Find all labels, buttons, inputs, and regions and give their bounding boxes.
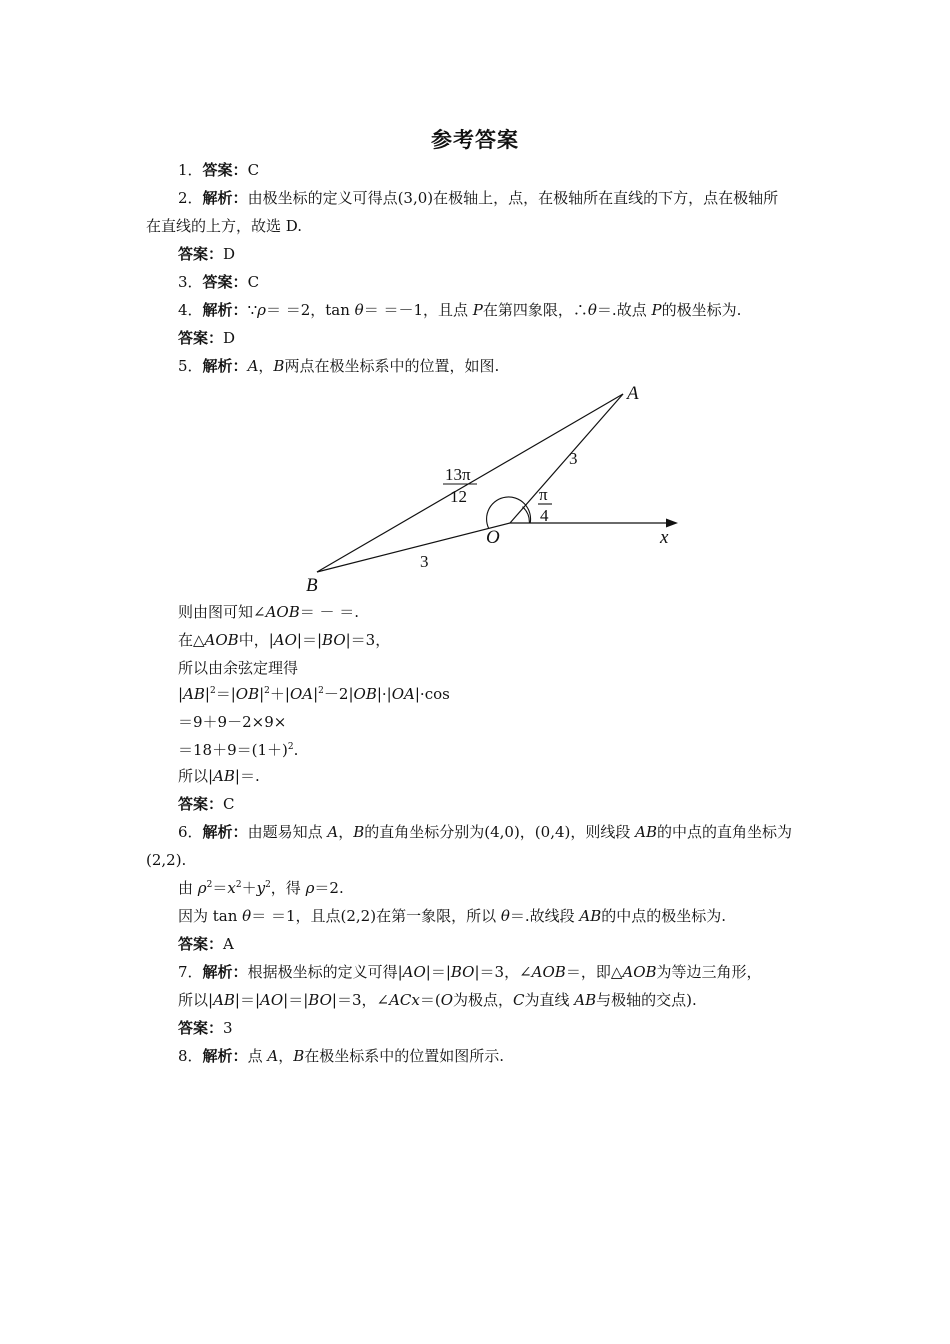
q7-answer-line: 答案：3: [178, 1019, 233, 1037]
label-A: A: [627, 383, 639, 404]
q4-analysis-line: 4．解析：∵ρ＝ ＝2，tan θ＝ ＝－1，且点 P在第四象限，∴θ＝.故点 P的极坐标为.: [178, 301, 742, 319]
q5-answer-line: 答案：C: [178, 795, 235, 813]
q5-line6: $=18+9=(1+)^2$.: [178, 741, 299, 759]
q6-analysis-line1: 6．解析：由题易知点 A，B的直角坐标分别为(4,0)，(0,4)，则线段 AB的中点的直角坐标为: [178, 823, 792, 841]
label-x: x: [660, 527, 669, 548]
q2-answer-line: 答案：D: [178, 245, 236, 263]
q5-line7: 所以|AB|＝.: [178, 767, 260, 785]
q6-analysis-line3: 由 $\rho^2=x^2+y^2$，得 ρ＝2.: [178, 879, 344, 897]
q5-analysis-line: 5．解析：A，B两点在极坐标系中的位置，如图.: [178, 357, 500, 375]
angle-small-numerator: π: [539, 485, 548, 504]
segment-OB: [317, 523, 510, 572]
q5-line3: 所以由余弦定理得: [178, 659, 299, 677]
q5-line2: 在△AOB中，|AO|＝|BO|＝3，: [178, 631, 391, 649]
q5-line1: 则由图可知∠AOB＝ － ＝.: [178, 603, 360, 621]
q4-answer-line: 答案：D: [178, 329, 236, 347]
angle-big-numerator: 13π: [445, 465, 471, 484]
q2-analysis-line1: 2．解析：由极坐标的定义可得点(3,0)在极轴上，点，在极轴所在直线的下方，点在极轴所: [178, 189, 779, 207]
q5-line4: $|AB|^2=|OB|^2+|OA|^2-2|OB|\cdot|OA|\cdot\cos$: [178, 685, 450, 703]
q3-answer-line: 3．答案：C: [178, 273, 260, 291]
q6-answer-line: 答案：A: [178, 935, 234, 953]
label-O: O: [486, 527, 500, 548]
length-OA: 3: [569, 449, 578, 468]
q5-line5: ＝9＋9－2×9×: [178, 713, 287, 731]
q7-analysis-line2: 所以|AB|＝|AO|＝|BO|＝3，∠ACx＝(O为极点，C为直线 AB与极轴的交点).: [178, 991, 697, 1009]
q6-analysis-line2: (2,2).: [146, 851, 187, 869]
q1-answer-line: 1．答案：C: [178, 161, 260, 179]
length-OB: 3: [420, 552, 429, 571]
q6-analysis-line4: 因为 tan θ＝ ＝1，且点(2,2)在第一象限，所以 θ＝.故线段 AB的中点的极坐标为.: [178, 907, 727, 925]
page-title: 参考答案: [431, 127, 519, 152]
polar-figure: [300, 378, 690, 600]
segment-OA: [510, 394, 623, 523]
label-B: B: [306, 575, 318, 596]
q7-analysis-line1: 7．解析：根据极坐标的定义可得|AO|＝|BO|＝3，∠AOB＝，即△AOB为等边三角形，: [178, 963, 762, 981]
q8-analysis-line: 8．解析：点 A，B在极坐标系中的位置如图所示.: [178, 1047, 505, 1065]
angle-small-denominator: 4: [540, 506, 549, 525]
q2-analysis-line2: 在直线的上方，故选 D.: [146, 217, 303, 235]
angle-big-denominator: 12: [450, 487, 467, 506]
